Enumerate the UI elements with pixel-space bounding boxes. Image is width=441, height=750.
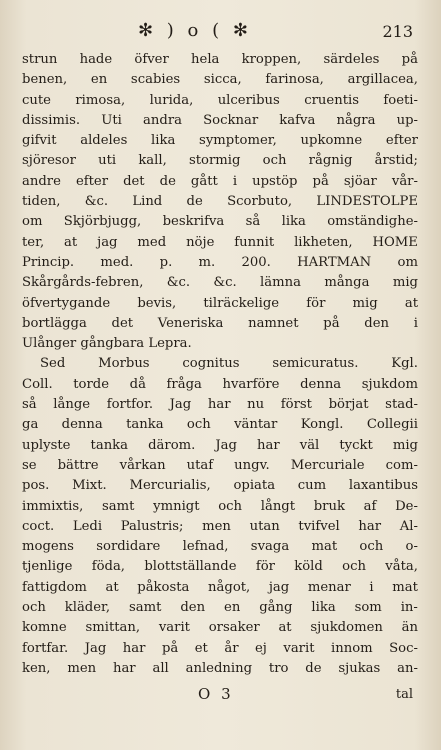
text-line: Skårgårds-febren, &c. &c. lämna många mig xyxy=(22,275,418,291)
text-line: dissimis. Uti andra Socknar kafva några up- xyxy=(22,112,418,128)
text-line: Coll. torde då fråga hvarföre denna sjukdom xyxy=(22,376,418,392)
text-line: immixtis, samt ymnigt och långt bruk af De- xyxy=(22,498,418,514)
text-line: cute rimosa, lurida, ulceribus cruentis foeti- xyxy=(22,92,418,108)
text-line: mogens sordidare lefnad, svaga mat och o- xyxy=(22,539,418,555)
text-line: fortfar. Jag har på et år ej varit innom Soc- xyxy=(22,640,418,656)
text-line: så långe fortfor. Jag har nu först börjat stad- xyxy=(22,397,418,413)
text-line: strun hade öfver hela kroppen, särdeles på xyxy=(22,52,418,67)
text-line: Sed Morbus cognitus semicuratus. Kgl. xyxy=(40,356,418,372)
body-text xyxy=(22,50,418,679)
text-line: ken, men har all anledning tro de sjukas an- xyxy=(22,660,418,676)
text-line: bortlägga det Veneriska namnet på den i xyxy=(22,315,418,331)
text-line: ter, at jag med nöje funnit likheten, HOME xyxy=(22,234,418,250)
text-line: tjenlige föda, blottställande för köld och våta, xyxy=(22,559,418,575)
text-line: och kläder, samt den en gång lika som in- xyxy=(22,600,418,616)
signature-mark: O 3 xyxy=(198,685,234,703)
text-line: Ulånger gångbara Lepra. xyxy=(22,336,192,352)
page-footer xyxy=(0,685,441,709)
page-number: 213 xyxy=(382,22,413,41)
text-line: andre efter det de gått i upstöp på sjöar vår- xyxy=(22,173,418,189)
text-line: komne smittan, varit orsaker at sjukdomen än xyxy=(22,620,418,636)
text-line: Princip. med. p. m. 200. HARTMAN om xyxy=(22,254,418,270)
text-line: fattigdom at påkosta något, jag menar i mat xyxy=(22,579,418,595)
text-line: uplyste tanka därom. Jag har väl tyckt mig xyxy=(22,437,418,453)
text-line: gifvit aldeles lika symptomer, upkomne efter xyxy=(22,133,418,149)
catchword: tal xyxy=(395,687,413,702)
text-line: pos. Mixt. Mercurialis, opiata cum laxantibus xyxy=(22,478,418,494)
header-ornament: ✻ ) o ( ✻ xyxy=(138,20,252,41)
text-line: benen, en scabies sicca, farinosa, argillacea, xyxy=(22,72,418,88)
text-line: om Skjörbjugg, beskrifva så lika omständighe- xyxy=(22,214,418,230)
text-line: se bättre vårkan utaf ungv. Mercuriale com- xyxy=(22,457,418,473)
page-header xyxy=(0,20,441,44)
text-line: sjöresor uti kall, stormig och rågnig årstid; xyxy=(22,153,418,169)
text-line: öfvertygande bevis, tilräckelige för mig at xyxy=(22,295,418,311)
text-line: tiden, &c. Lind de Scorbuto, LINDESTOLPE xyxy=(22,194,418,210)
text-line: ga denna tanka och väntar Kongl. Collegii xyxy=(22,417,418,433)
text-line: coct. Ledi Palustris; men utan tvifvel har Al- xyxy=(22,518,418,534)
